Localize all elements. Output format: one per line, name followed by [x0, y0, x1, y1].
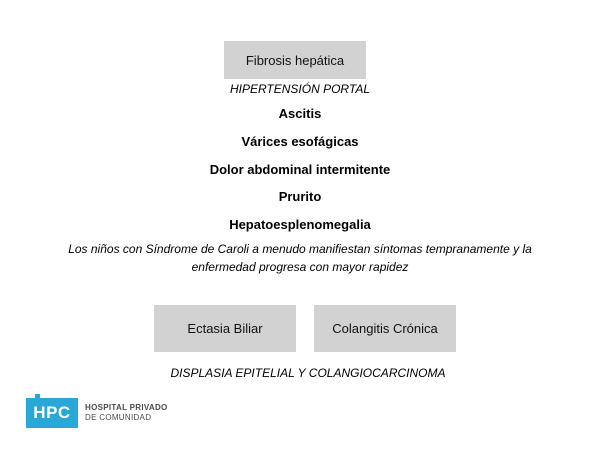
ectasia-biliar-label: Ectasia Biliar	[187, 321, 263, 336]
fibrosis-hepatica-box	[224, 41, 366, 79]
fibrosis-hepatica-label: Fibrosis hepática	[245, 52, 345, 68]
symptom-ascitis: Ascitis	[278, 106, 322, 121]
symptom-prurito: Prurito	[278, 189, 322, 204]
ectasia-biliar-box	[154, 305, 296, 352]
symptom-hepatoesplenomegalia: Hepatoesplenomegalia	[229, 217, 371, 232]
hpc-logo-text	[85, 403, 168, 423]
hpc-logo-mark	[26, 398, 78, 428]
caroli-note: Los niños con Síndrome de Caroli a menudo manifiestan síntomas tempranamente y la enfermedad progresa con mayor rapidez	[68, 242, 532, 274]
hipertension-portal-label: HIPERTENSIÓN PORTAL	[229, 82, 371, 96]
hpc-logo-line2: DE COMUNIDAD	[85, 413, 152, 422]
hpc-logo-mark-text: HPC	[33, 403, 71, 422]
symptom-dolor-abdominal: Dolor abdominal intermitente	[209, 162, 391, 177]
hpc-logo	[26, 398, 168, 428]
hpc-logo-line1: HOSPITAL PRIVADO	[85, 403, 168, 412]
symptom-varices-esofagicas: Várices esofágicas	[241, 134, 359, 149]
colangitis-cronica-box	[314, 305, 456, 352]
hpc-cross-icon	[35, 394, 40, 402]
displasia-caption: DISPLASIA EPITELIAL Y COLANGIOCARCINOMA	[170, 366, 446, 380]
colangitis-cronica-label: Colangitis Crónica	[332, 321, 438, 336]
